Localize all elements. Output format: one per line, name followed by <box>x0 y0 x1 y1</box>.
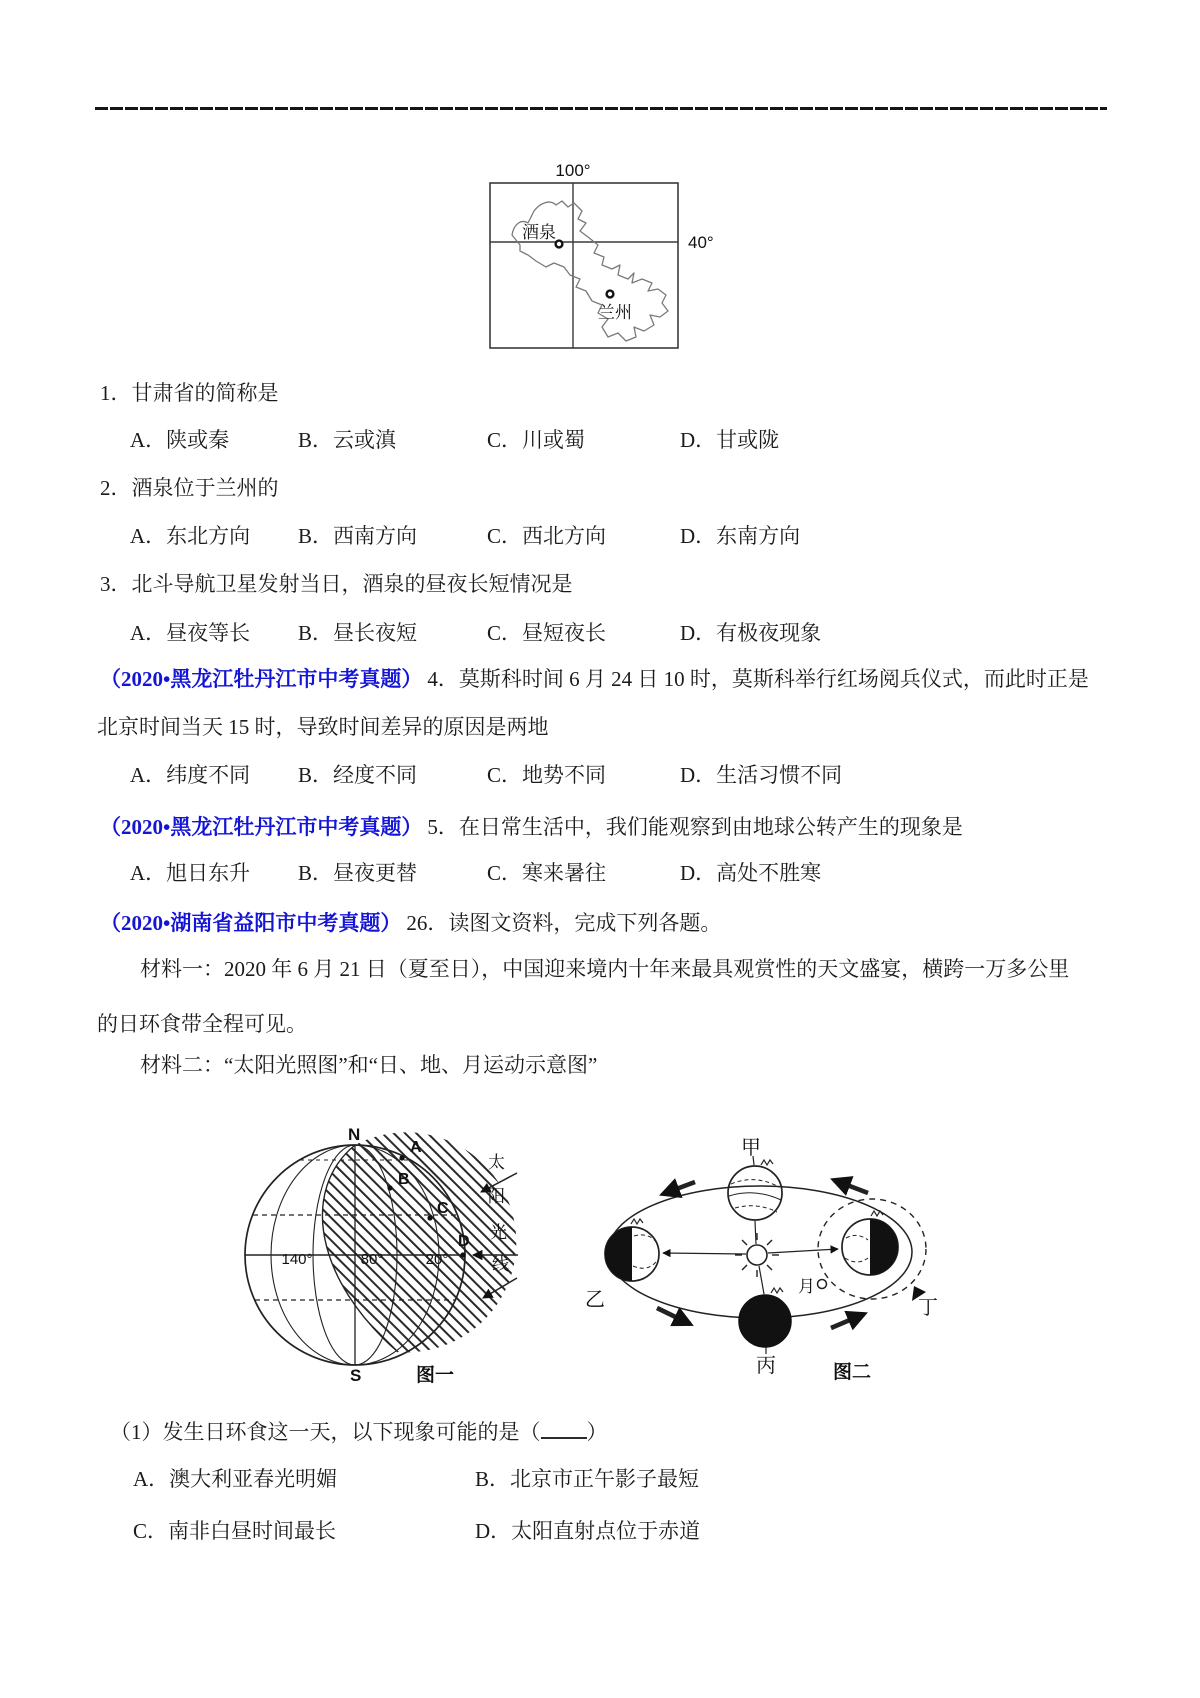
point-c-dot <box>427 1215 432 1220</box>
q26-material1-line2: 的日环食带全程可见。 <box>97 1012 307 1036</box>
q3-option-d: D．有极夜现象 <box>680 621 822 645</box>
sun-ray-char-4: 线 <box>492 1255 509 1274</box>
lanzhou-city-label: 兰州 <box>598 303 632 322</box>
moon <box>818 1280 827 1289</box>
earth-top-axis-mark <box>761 1160 773 1165</box>
q1-option-a: A．陕或秦 <box>130 428 230 452</box>
q1-option-c: C．川或蜀 <box>487 428 586 452</box>
q1-option-b: B．云或滇 <box>298 428 397 452</box>
orbit-arrow-top-left <box>663 1182 695 1194</box>
bing-label: 丙 <box>756 1355 776 1377</box>
q26-sub1-option-a: A．澳大利亚春光明媚 <box>133 1467 338 1491</box>
lanzhou-city-dot <box>607 291 614 298</box>
q26-material2: 材料二：“太阳光照图”和“日、地、月运动示意图” <box>140 1053 598 1077</box>
orbit-arrow-bottom-left <box>657 1308 690 1324</box>
sun-ray-char-2: 阳 <box>488 1187 505 1206</box>
q4-option-a: A．纬度不同 <box>130 763 251 787</box>
q5-option-d: D．高处不胜寒 <box>680 861 822 885</box>
q26-sub1-stem <box>110 1418 608 1445</box>
earth-top-stripe-3 <box>735 1206 777 1212</box>
point-b-label: B <box>398 1171 410 1188</box>
earth-right-night-half <box>870 1219 898 1275</box>
q5-option-a: A．旭日东升 <box>130 861 251 885</box>
map-frame <box>490 183 678 348</box>
earth-left-night-half <box>605 1227 632 1281</box>
q4-option-d: D．生活习惯不同 <box>680 763 843 787</box>
q3-option-c: C．昼短夜长 <box>487 621 607 645</box>
lon-140-label: 140° <box>281 1251 313 1268</box>
figure1-sun-illumination-globe <box>230 1118 522 1388</box>
moon-label: 月 <box>798 1277 815 1296</box>
q5-option-c: C．寒来暑往 <box>487 861 607 885</box>
earth-top-stripe-2 <box>729 1193 781 1200</box>
earth-right-stripe-1 <box>846 1235 868 1240</box>
q26-stem-line <box>100 910 721 936</box>
figure2-sun-earth-moon-diagram <box>535 1132 965 1388</box>
map-latitude-label: 40° <box>688 233 714 252</box>
q26-sub1-text-post: ） <box>586 1420 608 1444</box>
q4-stem-line <box>100 666 1089 692</box>
q2-option-b: B．西南方向 <box>298 524 418 548</box>
earth-left-axis-mark <box>631 1219 643 1224</box>
q2-option-c: C．西北方向 <box>487 524 607 548</box>
orbit-arrow-top-right <box>834 1180 868 1193</box>
orbit-arrow-bottom-right <box>831 1314 864 1328</box>
q26-source-tag: （2020•湖南省益阳市中考真题） <box>100 911 402 935</box>
jiuquan-city-label: 酒泉 <box>522 223 556 242</box>
q26-sub1-option-d: D．太阳直射点位于赤道 <box>475 1519 701 1543</box>
lon-20-label: 20° <box>425 1251 449 1268</box>
point-d-label: D <box>458 1233 470 1250</box>
lon-80-label: 80° <box>360 1251 384 1268</box>
earth-left-stripe-2 <box>633 1262 656 1268</box>
earth-right-stripe-2 <box>845 1258 868 1262</box>
point-c-label: C <box>437 1200 449 1217</box>
q3-stem: 3．北斗导航卫星发射当日，酒泉的昼夜长短情况是 <box>100 572 573 596</box>
sun <box>747 1245 767 1265</box>
map-longitude-label: 100° <box>555 161 591 180</box>
north-pole-label: N <box>348 1125 361 1144</box>
q26-sub1-option-c: C．南非白昼时间最长 <box>133 1519 337 1543</box>
jiuquan-city-dot <box>556 241 563 248</box>
figure2-caption: 图二 <box>833 1362 872 1383</box>
sun-to-left-earth-line <box>663 1253 746 1254</box>
sun-to-bottom-earth-line <box>759 1266 764 1294</box>
point-a-dot <box>399 1155 404 1160</box>
sun-ray-char-3: 光 <box>490 1223 507 1242</box>
sun-to-top-earth-line <box>755 1221 756 1244</box>
earth-right-axis-mark <box>871 1211 883 1216</box>
q1-option-d: D．甘或陇 <box>680 428 780 452</box>
q26-stem-text: 26．读图文资料，完成下列各题。 <box>406 911 722 935</box>
jia-label: 甲 <box>741 1137 761 1159</box>
q5-stem-text: 5．在日常生活中，我们能观察到由地球公转产生的现象是 <box>427 815 963 839</box>
point-a-label: A <box>410 1139 422 1156</box>
gansu-map-figure <box>470 148 730 360</box>
sun-to-right-earth-line <box>768 1249 838 1253</box>
earth-position-bottom <box>739 1295 791 1347</box>
q1-stem: 1．甘肃省的简称是 <box>100 381 279 405</box>
q3-option-a: A．昼夜等长 <box>130 621 251 645</box>
q2-option-d: D．东南方向 <box>680 524 801 548</box>
q26-sub1-answer-blank <box>541 1418 587 1439</box>
q2-stem: 2．酒泉位于兰州的 <box>100 476 279 500</box>
page-top-divider <box>95 107 1107 110</box>
gansu-province-outline <box>512 201 668 341</box>
q5-option-b: B．昼夜更替 <box>298 861 418 885</box>
q26-material1-line1: 材料一：2020 年 6 月 21 日（夏至日），中国迎来境内十年来最具观赏性的天文盛宴，横跨一万多公里 <box>140 957 1070 981</box>
q26-sub1-text-pre: （1）发生日环食这一天，以下现象可能的是（ <box>110 1420 541 1444</box>
south-pole-label: S <box>350 1366 362 1385</box>
q5-source-tag: （2020•黑龙江牡丹江市中考真题） <box>100 815 423 839</box>
q4-stem-text: 4．莫斯科时间 6 月 24 日 10 时，莫斯科举行红场阅兵仪式，而此时正是 <box>427 667 1089 691</box>
q26-sub1-option-b: B．北京市正午影子最短 <box>475 1467 700 1491</box>
q4-option-c: C．地势不同 <box>487 763 607 787</box>
q2-option-a: A．东北方向 <box>130 524 251 548</box>
figure1-caption: 图一 <box>416 1365 455 1386</box>
point-d-dot <box>460 1252 465 1257</box>
sun-rays <box>735 1233 779 1277</box>
q5-stem-line <box>100 814 963 840</box>
q4-option-b: B．经度不同 <box>298 763 418 787</box>
sun-ray-char-1: 太 <box>488 1153 505 1172</box>
earth-bottom-axis-mark <box>771 1288 783 1293</box>
ding-label: 丁 <box>918 1297 938 1319</box>
q4-stem-continued: 北京时间当天 15 时，导致时间差异的原因是两地 <box>97 715 549 739</box>
q3-option-b: B．昼长夜短 <box>298 621 418 645</box>
q4-source-tag: （2020•黑龙江牡丹江市中考真题） <box>100 667 423 691</box>
yi-label: 乙 <box>585 1289 605 1311</box>
point-b-dot <box>387 1185 392 1190</box>
